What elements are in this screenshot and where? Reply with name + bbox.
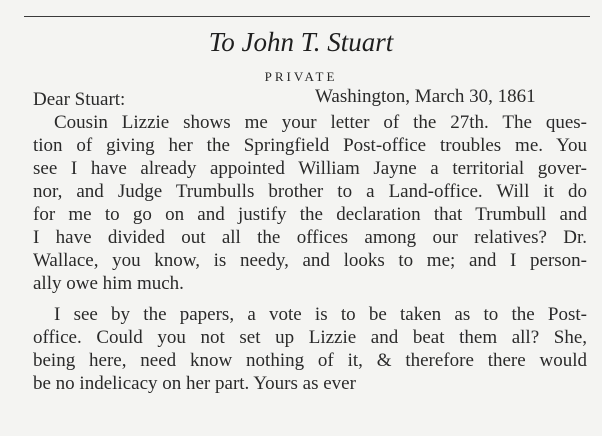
salutation: Dear Stuart: [33, 89, 126, 110]
paragraph-1-line-8: ally owe him much. [33, 273, 184, 294]
paragraph-2-line-3: being here, need know nothing of it, & therefore there would [33, 350, 587, 371]
paragraph-1-line-7: Wallace, you know, is needy, and looks to me; and I person- [33, 250, 587, 271]
private-label: PRIVATE [264, 69, 338, 84]
paragraph-1-line-5: for me to go on and justify the declaration that Trumbull and [33, 204, 587, 225]
paragraph-2-line-4: be no indelicacy on her part. Yours as ever [33, 373, 356, 394]
paragraph-1-line-3: see I have already appointed William Jayne a territorial gover- [33, 158, 587, 179]
paragraph-1-line-2: tion of giving her the Springfield Post-office troubles me. You [33, 135, 587, 156]
paragraph-1-line-1: Cousin Lizzie shows me your letter of the 27th. The ques- [54, 112, 587, 133]
dateline: Washington, March 30, 1861 [315, 86, 536, 107]
paragraph-2-line-1: I see by the papers, a vote is to be taken as to the Post- [54, 304, 587, 325]
top-rule [24, 16, 590, 17]
paragraph-1-line-4: nor, and Judge Trumbulls brother to a Land-office. Will it do [33, 181, 587, 202]
paragraph-1-line-6: I have divided out all the offices among our relatives? Dr. [33, 227, 587, 248]
paragraph-2-line-2: office. Could you not set up Lizzie and beat them all? She, [33, 327, 587, 348]
letter-title: To John T. Stuart [208, 27, 394, 57]
